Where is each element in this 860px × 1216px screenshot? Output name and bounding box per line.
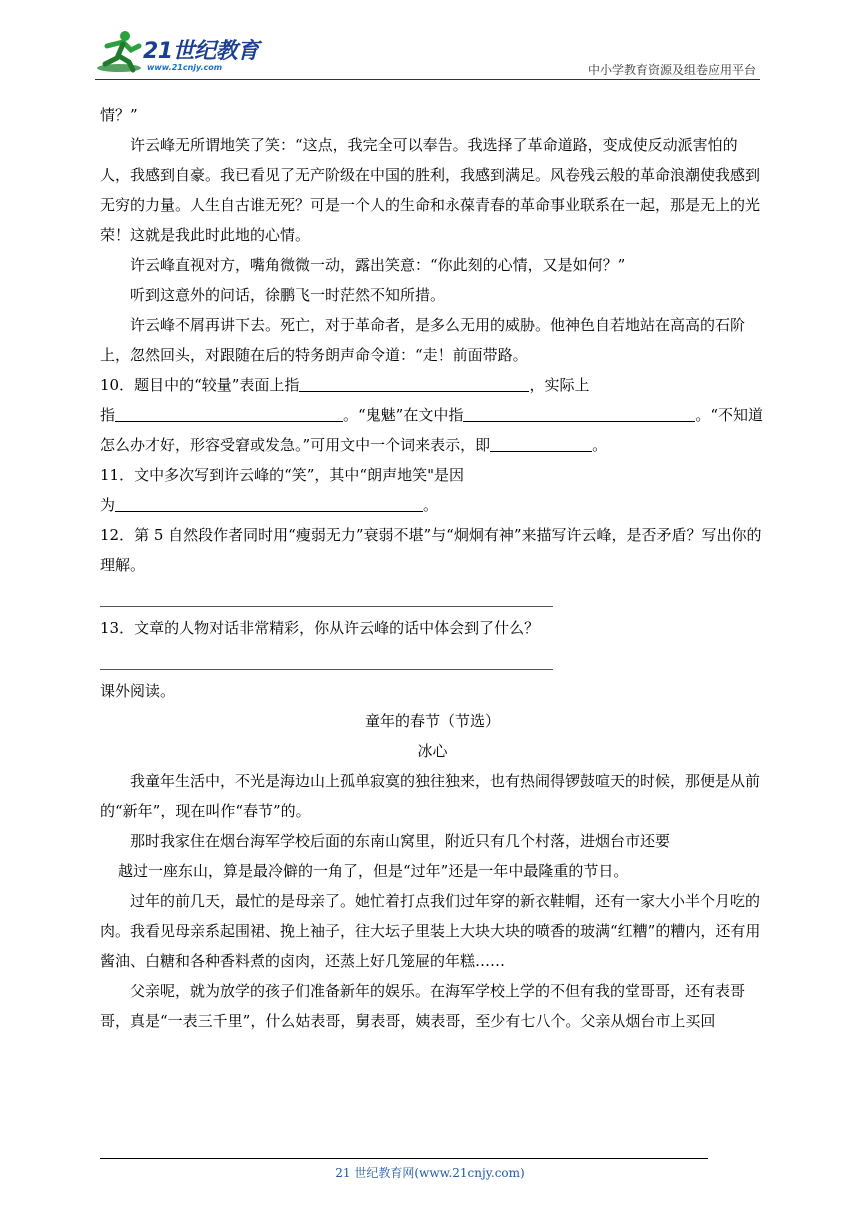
answer-blank[interactable] bbox=[490, 433, 592, 452]
reading-title: 童年的春节（节选） bbox=[364, 712, 500, 730]
question-text: 10．题目中的“较量”表面上指 bbox=[100, 376, 300, 394]
passage-paragraph: 听到这意外的问话，徐鹏飞一时茫然不知所措。 bbox=[130, 286, 446, 304]
question-text: 。“鬼魅”在文中指 bbox=[343, 406, 464, 424]
section-heading: 课外阅读。 bbox=[100, 682, 176, 700]
answer-line[interactable] bbox=[100, 643, 553, 670]
reading-author: 冰心 bbox=[417, 742, 448, 760]
page-header bbox=[95, 28, 760, 80]
question-11-cont bbox=[100, 490, 765, 520]
answer-blank[interactable] bbox=[115, 493, 423, 512]
answer-blank[interactable] bbox=[299, 373, 529, 392]
passage-paragraph: 许云峰直视对方，嘴角微微一动，露出笑意：“你此刻的心情，又是如何？” bbox=[130, 256, 626, 274]
footer-divider bbox=[100, 1158, 708, 1159]
question-text: 指 bbox=[100, 406, 116, 424]
document-body bbox=[100, 100, 765, 1036]
question-text: 11．文中多次写到许云峰的“笑”，其中“朗声地笑"是因 bbox=[100, 466, 464, 484]
question-text: ，实际上 bbox=[529, 376, 590, 394]
question-text: 为 bbox=[100, 496, 116, 514]
answer-blank[interactable] bbox=[115, 403, 343, 422]
runner-logo-icon bbox=[95, 28, 147, 76]
question-13: 13．文章的人物对话非常精彩，你从许云峰的话中体会到了什么？ bbox=[100, 619, 540, 637]
question-text: 。“不知道怎么办才好，形容受窘或发急。”可用文中一个词来表示，即 bbox=[100, 406, 764, 454]
site-logo bbox=[95, 28, 265, 78]
passage-paragraph: 许云峰无所谓地笑了笑：“这点，我完全可以奉告。我选择了革命道路，变成使反动派害怕的人，我感到自豪。我已看见了无产阶级在中国的胜利，我感到满足。风卷残云般的革命浪潮使我感到无穷的力量。人生自古谁无死？可是一个人的生命和永葆青春的革命事业联系在一起，那是无上的光荣！这就是我此时此地的心情。 bbox=[100, 136, 761, 244]
question-11 bbox=[100, 460, 765, 490]
platform-title: 中小学教育资源及组卷应用平台 bbox=[587, 63, 756, 77]
reading-paragraph: 那时我家住在烟台海军学校后面的东南山窝里，附近只有几个村落，进烟台市还要 bbox=[130, 832, 671, 850]
passage-paragraph: 许云峰不屑再讲下去。死亡，对于革命者，是多么无用的威胁。他神色自若地站在高高的石阶上，忽然回头，对跟随在后的特务朗声命令道：“走！前面带路。 bbox=[100, 316, 746, 364]
reading-paragraph: 我童年生活中，不光是海边山上孤单寂寞的独往独来，也有热闹得锣鼓喧天的时候，那便是从前的“新年”，现在叫作“春节”的。 bbox=[100, 772, 761, 820]
logo-url-text: www.21cnjy.com bbox=[147, 63, 223, 72]
reading-paragraph: 越过一座东山，算是最冷僻的一角了，但是“过年”还是一年中最隆重的节日。 bbox=[118, 862, 629, 880]
question-text: 。 bbox=[592, 436, 608, 454]
header-divider bbox=[95, 79, 760, 80]
question-10-cont bbox=[100, 400, 765, 460]
question-text: 。 bbox=[423, 496, 439, 514]
answer-blank[interactable] bbox=[463, 403, 695, 422]
question-12: 12．第 5 自然段作者同时用“瘦弱无力”衰弱不堪”与“炯炯有神”来描写许云峰，是否矛盾？写出你的理解。 bbox=[100, 526, 762, 574]
question-10 bbox=[100, 370, 765, 400]
reading-paragraph: 过年的前几天，最忙的是母亲了。她忙着打点我们过年穿的新衣鞋帽，还有一家大小半个月吃的肉。我看见母亲系起围裙、挽上袖子，往大坛子里装上大块大块的喷香的玻满“红糟”的糟内，还有用酱油、白糖和各种香料煮的卤肉，还蒸上好几笼屉的年糕…… bbox=[100, 892, 761, 970]
passage-paragraph: 情？” bbox=[100, 106, 138, 124]
answer-line[interactable] bbox=[100, 580, 553, 607]
logo-main-text: 21世纪教育 bbox=[143, 39, 259, 64]
page-footer: 21 世纪教育网(www.21cnjy.com) bbox=[335, 1166, 525, 1180]
reading-paragraph: 父亲呢，就为放学的孩子们准备新年的娱乐。在海军学校上学的不但有我的堂哥哥，还有表哥哥，真是“一表三千里”，什么姑表哥，舅表哥，姨表哥，至少有七八个。父亲从烟台市上买回 bbox=[100, 982, 746, 1030]
